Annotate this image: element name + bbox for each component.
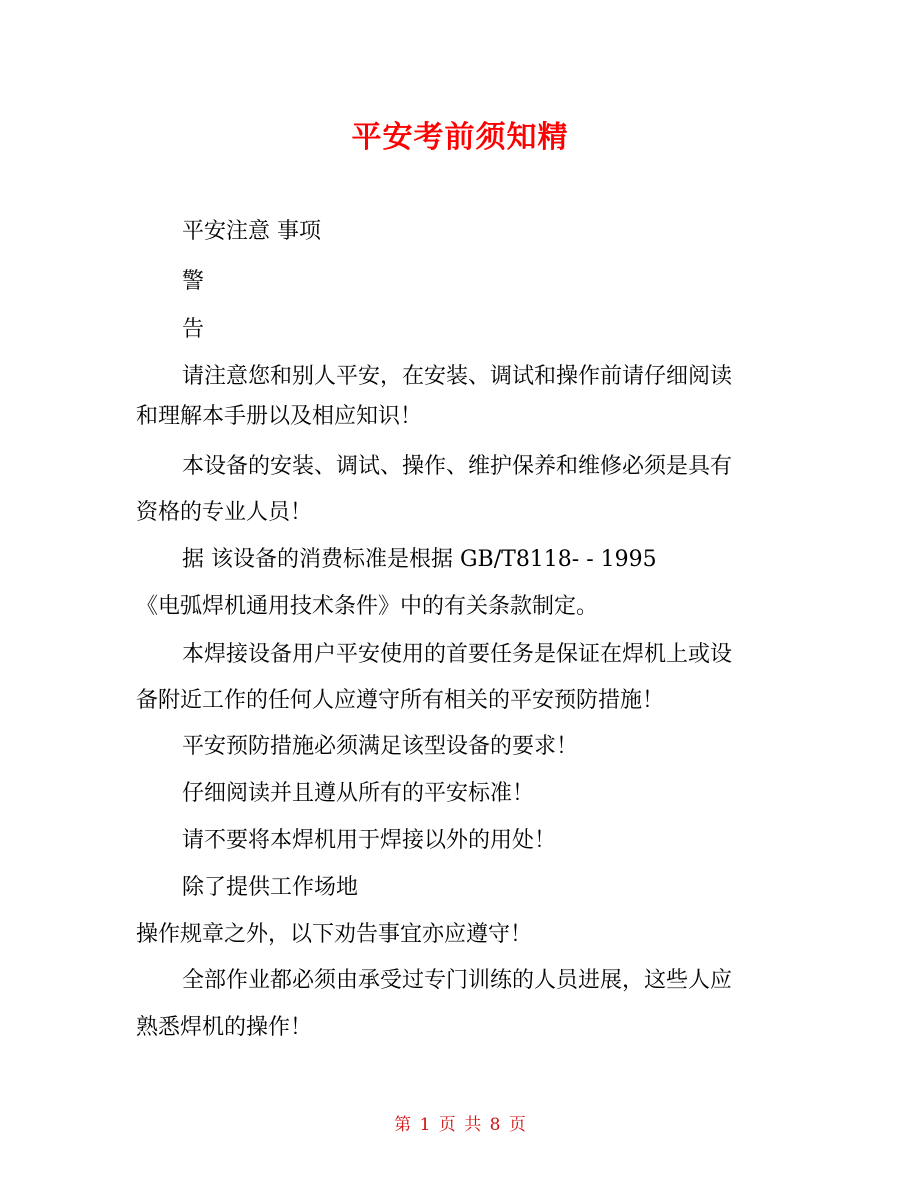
body-line-8: 据 该设备的消费标准是根据 GB/T8118- - 1995 bbox=[182, 547, 657, 572]
body-line-13: 仔细阅读并且遵从所有的平安标准！ bbox=[182, 781, 535, 806]
body-line-16: 操作规章之外，以下劝告事宜亦应遵守！ bbox=[136, 922, 533, 947]
body-line-7: 资格的专业人员！ bbox=[136, 500, 313, 525]
body-line-4: 请注意您和别人平安，在安装、调试和操作前请仔细阅读 bbox=[182, 364, 733, 389]
body-line-1: 平安注意 事项 bbox=[182, 219, 321, 244]
body-line-6: 本设备的安装、调试、操作、维护保养和维修必须是具有 bbox=[182, 454, 733, 479]
document-title: 平安考前须知精 bbox=[351, 120, 569, 155]
body-line-14: 请不要将本焊机用于焊接以外的用处！ bbox=[182, 828, 557, 853]
body-line-17: 全部作业都必须由承受过专门训练的人员进展，这些人应 bbox=[182, 968, 733, 993]
body-line-12: 平安预防措施必须满足该型设备的要求！ bbox=[182, 734, 579, 759]
page-number-footer: 第 1 页 共 8 页 bbox=[394, 1115, 526, 1135]
body-line-5: 和理解本手册以及相应知识！ bbox=[136, 404, 423, 429]
body-line-2: 警 bbox=[182, 269, 205, 294]
body-line-3: 告 bbox=[182, 317, 205, 342]
body-line-11: 备附近工作的任何人应遵守所有相关的平安预防措施！ bbox=[136, 688, 665, 713]
body-line-10: 本焊接设备用户平安使用的首要任务是保证在焊机上或设 bbox=[182, 642, 733, 667]
body-line-15: 除了提供工作场地 bbox=[182, 875, 359, 900]
body-line-9: 《电弧焊机通用技术条件》中的有关条款制定。 bbox=[136, 594, 599, 619]
body-line-18: 熟悉焊机的操作！ bbox=[136, 1015, 313, 1040]
